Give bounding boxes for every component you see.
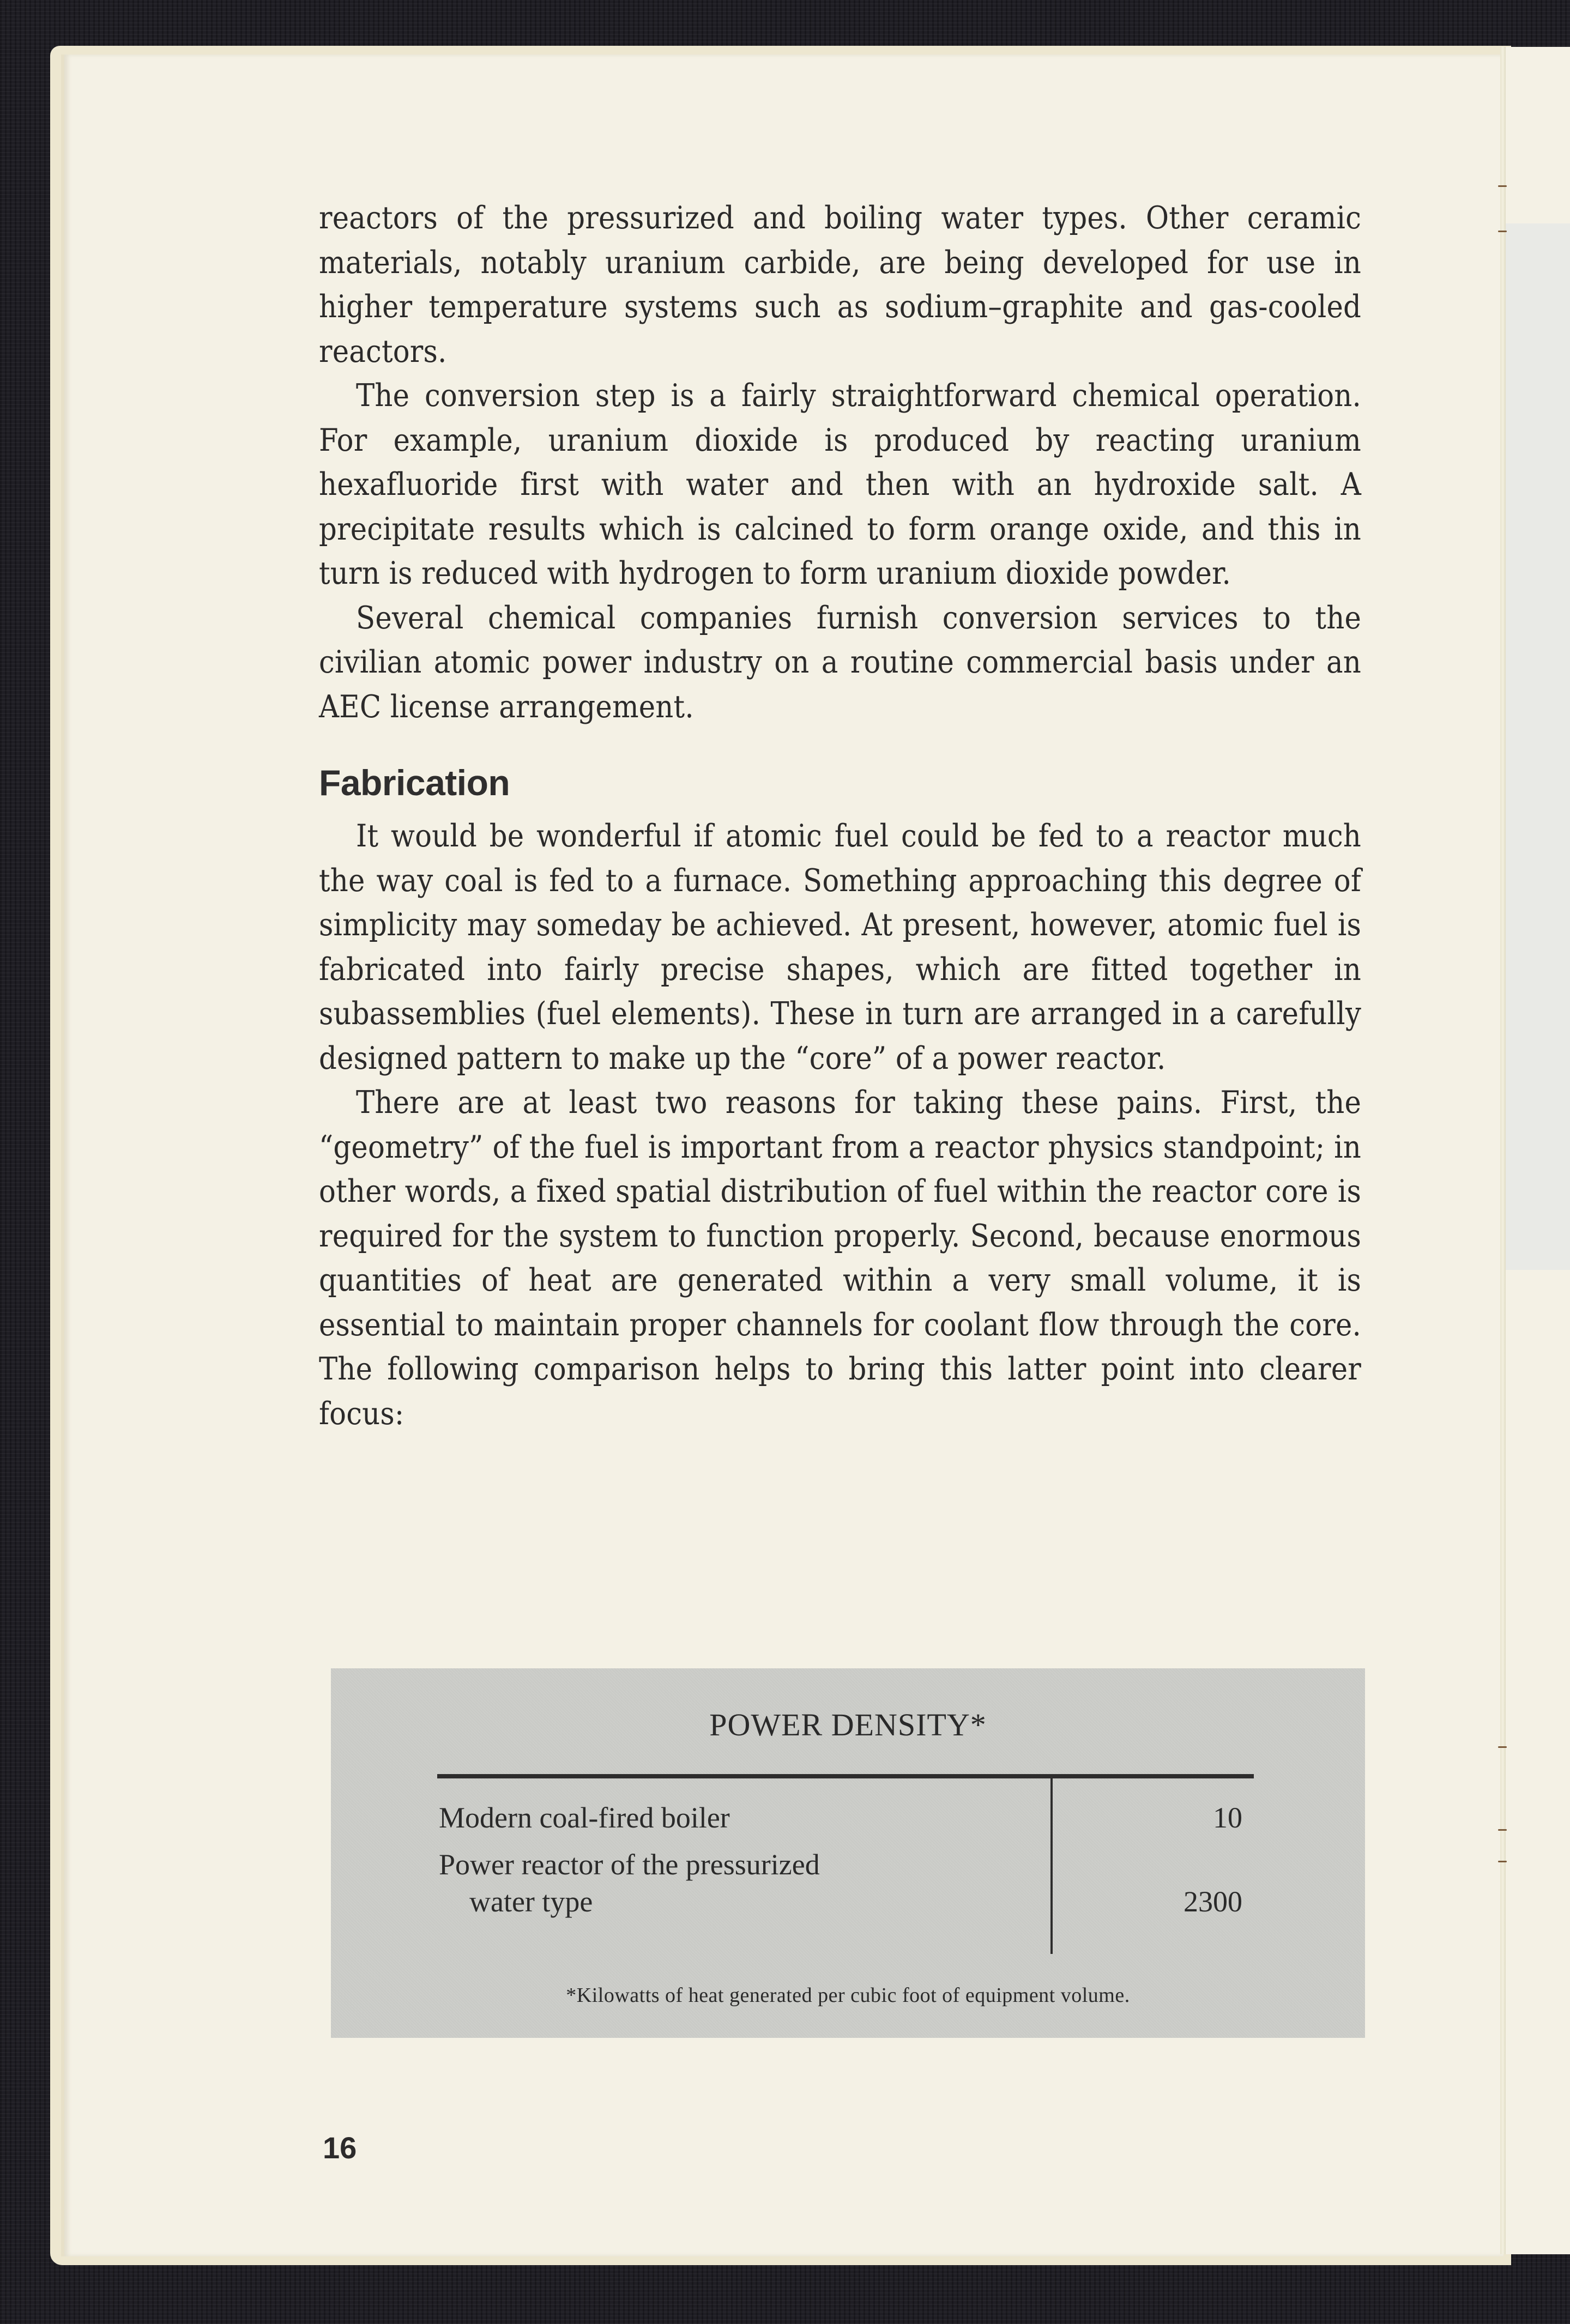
table-row-value: 2300 <box>1183 1885 1242 1918</box>
table-row-label-continuation: water type <box>469 1885 593 1918</box>
binding-staple-mark <box>1498 1829 1507 1831</box>
binding-staple-mark <box>1498 185 1507 187</box>
table-row-label <box>439 1799 730 1836</box>
table-title: POWER DENSITY* <box>709 1707 987 1742</box>
power-density-table <box>331 1668 1365 2038</box>
paragraph-fabrication-reasons: There are at least two reasons for taking these pains. First, the “geometry” of the fuel is important from a reactor physics standpoint; in other words, a fixed spatial distribution of fuel within the reactor core is required for the system to function properly. Second, because enormous quantities of heat are generated within a very small volume, it is essential to maintain proper channels for coolant flow through the core. The following comparison helps to bring this latter point into clearer focus: <box>319 1085 1361 1432</box>
table-row-label <box>439 1846 820 1920</box>
text-column <box>319 196 1361 1436</box>
paragraph-continued: reactors of the pressurized and boiling water types. Other ceramic materials, notably uranium carbide, are being developed for use in higher temperature systems such as sodium–graphite and gas-cooled reactors. <box>319 200 1361 370</box>
binding-staple-mark <box>1498 231 1507 232</box>
paragraph-conversion-services: Several chemical companies furnish conversion services to the civilian atomic power industry on a routine commercial basis under an AEC license arrangement. <box>319 600 1361 725</box>
book-spine <box>1500 47 1506 2254</box>
paragraph-conversion-step: The conversion step is a fairly straightforward chemical operation. For example, uranium dioxide is produced by reacting uranium hexafluoride first with water and then with an hydroxide salt. A precipitate results which is calcined to form orange oxide, and this in turn is reduced with hydrogen to form uranium dioxide powder. <box>319 378 1361 591</box>
page-number: 16 <box>323 2131 357 2165</box>
facing-page-tinted-area <box>1506 223 1570 1270</box>
table-header-rule <box>437 1774 1254 1778</box>
table-row-value: 10 <box>1213 1801 1242 1834</box>
table-footnote: *Kilowatts of heat generated per cubic foot of equipment volume. <box>566 1984 1130 2007</box>
binding-staple-mark <box>1498 1746 1507 1748</box>
binding-staple-mark <box>1498 1861 1507 1862</box>
table-column-divider <box>1050 1777 1053 1954</box>
table-row-label-text: Power reactor of the pressurized <box>439 1848 820 1881</box>
paragraph-fabrication-intro: It would be wonderful if atomic fuel could be fed to a reactor much the way coal is fed to a furnace. Something approaching this degree of simplicity may someday be achieved. At present, however, atomic fuel is fabricated into fairly precise shapes, which are fitted together in subassemblies (fuel elements). These in turn are arranged in a carefully designed pattern to make up the “core” of a power reactor. <box>319 818 1361 1076</box>
section-heading-fabrication: Fabrication <box>319 762 510 803</box>
table-row-label-text: Modern coal-fired boiler <box>439 1801 730 1834</box>
